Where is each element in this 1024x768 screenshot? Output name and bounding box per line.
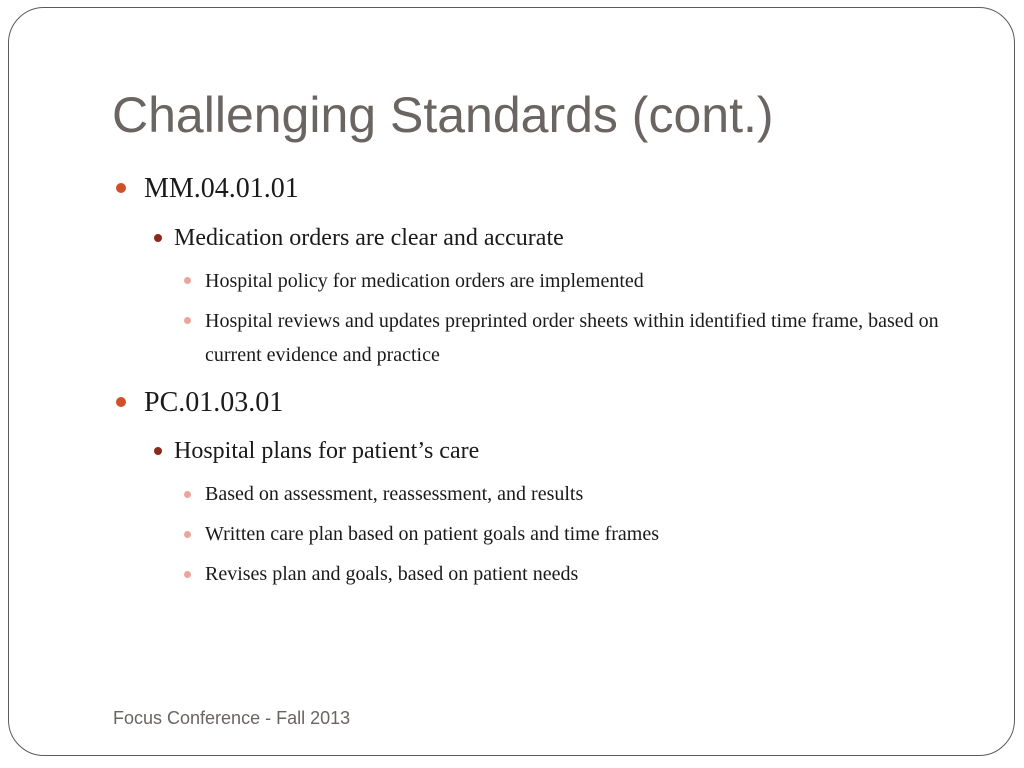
detail-revises-plan: Revises plan and goals, based on patient needs: [205, 563, 579, 585]
bullet-dot-level2: [154, 447, 162, 455]
subtopic-medication-orders: Medication orders are clear and accurate: [174, 225, 564, 251]
detail-preprinted-order-sheets: Hospital reviews and updates preprinted order sheets within identified time frame, based on current evidence and practice: [205, 310, 939, 366]
bullet-dot-level1: [116, 183, 126, 193]
slide-title: Challenging Standards (cont.): [112, 87, 774, 143]
standard-code-pc: PC.01.03.01: [144, 387, 284, 418]
detail-assessment-results: Based on assessment, reassessment, and results: [205, 483, 584, 505]
bullet-dot-level2: [154, 234, 162, 242]
bullet-dot-level1: [116, 397, 126, 407]
bullet-dot-level3: [184, 491, 191, 498]
subtopic-care-plans: Hospital plans for patient’s care: [174, 438, 480, 464]
detail-policy-implemented: Hospital policy for medication orders are implemented: [205, 270, 644, 292]
standard-code-mm: MM.04.01.01: [144, 173, 299, 204]
bullet-dot-level3: [184, 277, 191, 284]
bullet-dot-level3: [184, 571, 191, 578]
bullet-dot-level3: [184, 317, 191, 324]
detail-written-care-plan: Written care plan based on patient goals and time frames: [205, 523, 660, 545]
bullet-dot-level3: [184, 531, 191, 538]
slide-footer: Focus Conference - Fall 2013: [113, 708, 351, 728]
